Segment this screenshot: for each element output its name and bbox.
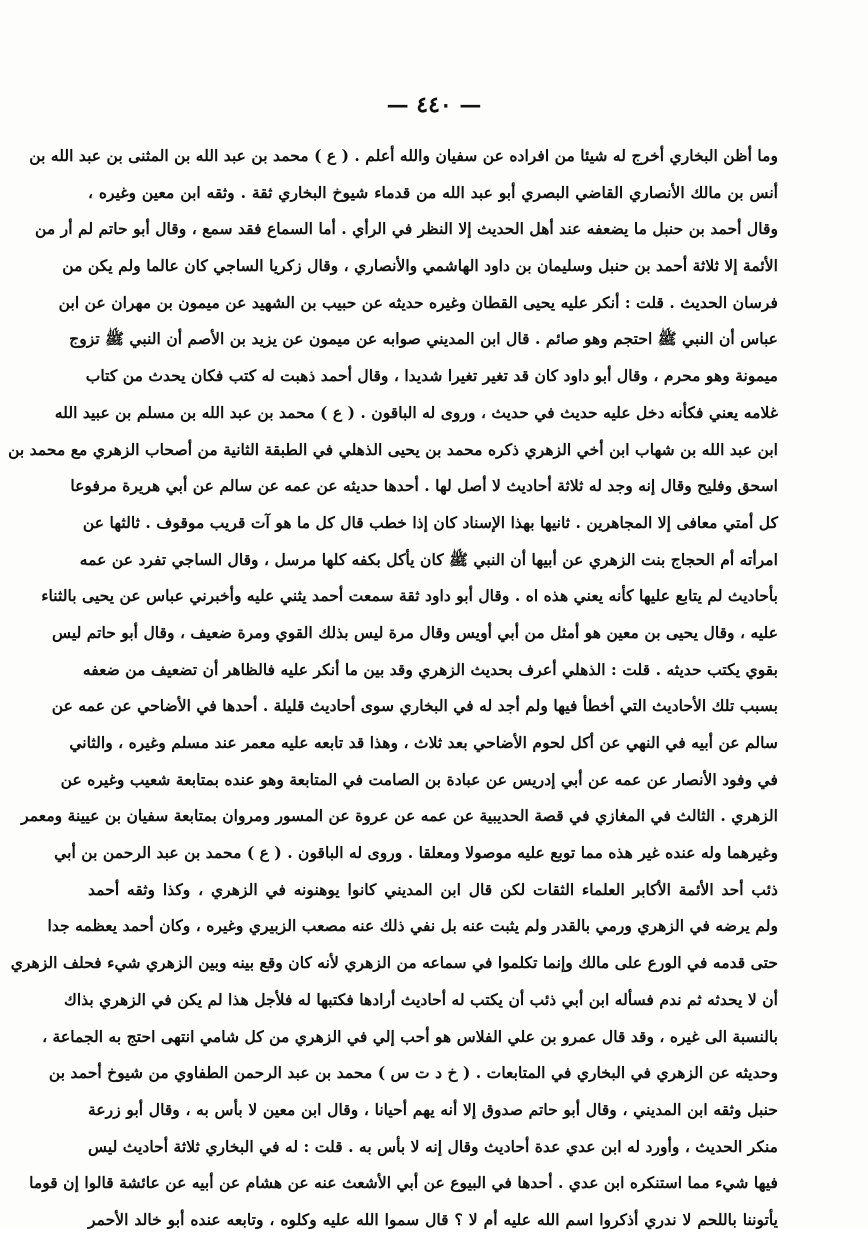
text-line: في وفود الأنصار عن عمه عن أبي إدريس عن عبادة بن الصامت في المتابعة وهو عنده بمتابعة شعيب وغيره عن	[60, 769, 778, 789]
text-line: بقوي يكتب حديثه . قلت : الذهلي أعرف بحديث الزهري وقد بين ما أنكر عليه فالظاهر أن تضعيف من ضعفه	[82, 659, 778, 679]
text-line: سالم عن أبيه في النهي عن أكل لحوم الأضاحي بعد ثلاث ، وهذا قد تابعه عليه معمر عند مسلم وغيره ، والثاني	[69, 733, 778, 752]
text-line: وما أظن البخاري أخرج له شيئا من افراده عن سفيان والله أعلم . ( ع ) محمد بن عبد الله بن المثنى بن عبد الله بن	[29, 146, 778, 165]
text-line: وحديثه عن الزهري في البخاري في المتابعات . ( خ د ت س ) محمد بن عبد الرحمن الطفاوي من شيوخ أحمد بن	[48, 1063, 778, 1083]
text-line: فرسان الحديث . قلت : أنكر عليه يحيى القطان وغيره حديثه عن حبيب بن الشهيد عن ميمون بن مهران عن ابن	[58, 292, 778, 312]
text-line: اسحق وفليح وقال إنه وجد له ثلاثة أحاديث لا أصل لها . أحدها حديثه عن عمه عن سالم عن أبي هريرة مرفوعا	[70, 476, 778, 496]
text-line: أن لا يحدثه ثم ندم فسأله ابن أبي ذئب أن يكتب له أحاديث أرادها فكتبها له فلأجل هذا لم يكن في الزهري بذاك	[64, 989, 778, 1009]
text-line: أنس بن مالك الأنصاري القاضي البصري أبو عبد الله من قدماء شيوخ البخاري ثقة . وثقه ابن معين وغيره ،	[88, 182, 778, 202]
text-line: الزهري . الثالث في المغازي في قصة الحديبية عن عمه عن عروة عن المسور ومروان بمتابعة سفيان بن عيينة ومعمر	[21, 806, 778, 826]
text-line: ذئب أحد الأئمة الأكابر العلماء الثقات لكن قال ابن المديني كانوا يوهنونه في الزهري ، وكذا وثقه أحمد	[88, 879, 778, 899]
text-line: ابن عبد الله بن شهاب ابن أخي الزهري ذكره محمد بن يحيى الذهلي في الطبقة الثانية من أصحاب الزهري مع محمد بن	[8, 439, 778, 459]
text-line: ولم يرضه في الزهري ورمي بالقدر ولم يثبت عنه بل نفي ذلك عنه مصعب الزبيري وغيره ، وكان أحمد يعظمه جدا	[47, 916, 778, 936]
text-line: بسبب تلك الأحاديث التي أخطأ فيها ولم أجد له في البخاري سوى أحاديث قليلة . أحدها في الأضاحي عن عمه عن	[51, 696, 778, 716]
text-line: وغيرهما وله عنده غير هذه مما توبع عليه موصولا ومعلقا . وروى له الباقون . ( ع ) محمد بن عبد الرحمن بن أبي	[54, 843, 778, 863]
text-line: بالنسبة الى غيره ، وقد قال عمرو بن علي الفلاس هو أحب إلي في الزهري من كل شامي انتهى احتج به الجماعة ،	[42, 1026, 778, 1046]
text-line: كل أمتي معافى إلا المجاهرين . ثانيها بهذا الإسناد كان إذا خطب قال كل ما هو آت قريب موقوف . ثالثها عن	[82, 512, 778, 532]
text-line: وقال أحمد بن حنبل ما يضعفه عند أهل الحديث إلا النظر في الرأي . أما السماع فقد سمع ، وقال أبو حاتم لم أر من	[35, 219, 778, 239]
text-line: عليه ، وقال يحيى بن معين هو أمثل من أبي أويس وقال مرة ليس بذلك القوي ومرة ضعيف ، وقال أبو حاتم ليس	[51, 622, 778, 642]
text-line: حنبل وثقه ابن المديني ، وقال أبو حاتم صدوق إلا أنه يهم أحيانا ، وقال ابن معين لا بأس به ، وقال أبو زرعة	[88, 1099, 778, 1119]
text-line: امرأته أم الحجاج بنت الزهري عن أبيها أن النبي ﷺ كان يأكل بكفه كلها مرسل ، وقال الساجي تفرد عن عمه	[79, 549, 778, 569]
text-line: الأئمة إلا ثلاثة أحمد بن حنبل وسليمان بن داود الهاشمي والأنصاري ، وقال زكريا الساجي كان عالما ولم يكن من	[62, 256, 778, 276]
page-number: — ٤٤٠ —	[386, 92, 482, 118]
text-line: حتى قدمه في الورع على مالك وإنما تكلموا في سماعه من الزهري لأنه كان وقع بينه وبين الزهري شيء فحلف الزهري	[10, 953, 778, 973]
text-line: ميمونة وهو محرم ، وقال أبو داود كان قد تغير تغيرا شديدا ، وقال أحمد ذهبت له كتب فكان يحدث من كتاب	[85, 366, 778, 386]
text-line: بأحاديث لم يتابع عليها كأنه يعني هذه اه . وقال أبو داود ثقة سمعت أحمد يثني عليه وأخبرني عباس عن يحيى بالثناء	[41, 586, 778, 606]
text-line: فيها شيء مما استنكره ابن عدي . أحدها في البيوع عن أبي الأشعث عنه عن هشام عن أبيه عن عائشة قالوا إن قوما	[29, 1173, 778, 1193]
text-line: عباس أن النبي ﷺ احتجم وهو صائم . قال ابن المديني صوابه عن ميمون عن يزيد بن الأصم أن النبي ﷺ تزوج	[69, 329, 778, 349]
text-line: غلامه يعني فكأنه دخل عليه حديث في حديث ، وروى له الباقون . ( ع ) محمد بن عبد الله بن مسلم بن عبيد الله	[54, 402, 778, 422]
page-body	[8, 138, 778, 1239]
text-line: منكر الحديث ، وأورد له ابن عدي عدة أحاديث وقال إنه لا بأس به . قلت : له في البخاري ثلاثة أحاديث ليس	[88, 1136, 778, 1156]
text-line: يأتوننا باللحم لا ندري أذكروا اسم الله عليه أم لا ؟ قال سموا الله عليه وكلوه ، وتابعه عنده أبو خالد الأحمر	[88, 1209, 778, 1229]
